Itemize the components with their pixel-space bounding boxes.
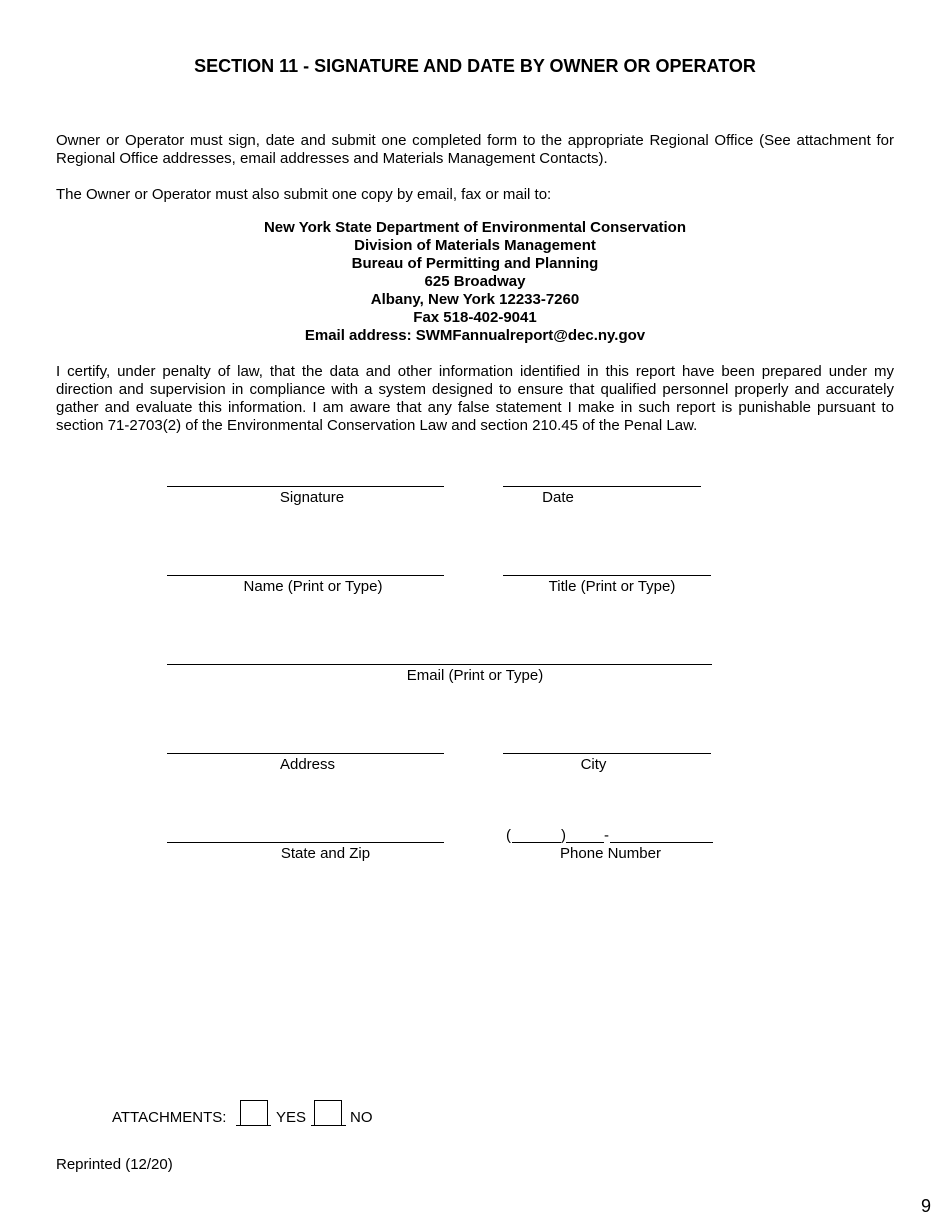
- city-line[interactable]: [503, 753, 711, 754]
- attachments-no-underline: [311, 1125, 346, 1126]
- state-zip-line[interactable]: [167, 842, 444, 843]
- address-line: New York State Department of Environmental Conservation: [263, 219, 687, 236]
- phone-line-number-line: [610, 842, 713, 843]
- name-label: Name (Print or Type): [243, 578, 383, 595]
- title-label: Title (Print or Type): [548, 578, 676, 595]
- date-label: Date: [542, 489, 574, 506]
- attachments-no-label: NO: [350, 1109, 373, 1126]
- phone-open-paren: (: [506, 827, 511, 844]
- copy-instruction: The Owner or Operator must also submit one copy by email, fax or mail to:: [56, 186, 552, 203]
- phone-number-field[interactable]: [506, 826, 713, 846]
- address-line: Fax 518-402-9041: [413, 309, 537, 326]
- page-number: 9: [921, 1196, 932, 1216]
- name-line[interactable]: [167, 575, 444, 576]
- address-line: Bureau of Permitting and Planning: [351, 255, 599, 272]
- phone-prefix-line: [566, 842, 604, 843]
- email-label: Email (Print or Type): [406, 667, 544, 684]
- intro-paragraph: Owner or Operator must sign, date and submit one completed form to the appropriate Regional Office (See attachment for Regional Office addresses, email addresses and Materials Management Contacts).: [56, 132, 894, 167]
- phone-dash: -: [604, 827, 609, 844]
- attachments-yes-label: YES: [276, 1109, 307, 1126]
- signature-label: Signature: [279, 489, 345, 506]
- city-label: City: [580, 756, 607, 773]
- phone-area-code-line: [512, 842, 561, 843]
- date-line[interactable]: [503, 486, 701, 487]
- attachments-yes-checkbox[interactable]: [240, 1100, 268, 1126]
- phone-close-paren: ): [561, 827, 566, 844]
- certification-statement: I certify, under penalty of law, that the data and other information identified in this report have been prepared under my direction and supervision in compliance with a system designed to ensure that qualified personnel properly and accurately gather and evaluate this information. I am aware that any false statement I make in such report is punishable pursuant to section 71-2703(2) of the Environmental Conservation Law and section 210.45 of the Penal Law.: [56, 363, 894, 434]
- signature-line[interactable]: [167, 486, 444, 487]
- phone-number-label: Phone Number: [560, 845, 661, 862]
- state-zip-label: State and Zip: [280, 845, 371, 862]
- address-line-field[interactable]: [167, 753, 444, 754]
- address-line: 625 Broadway: [424, 273, 526, 290]
- address-block: [0, 219, 950, 345]
- attachments-label: ATTACHMENTS:: [112, 1109, 227, 1126]
- address-label: Address: [279, 756, 336, 773]
- address-line: Email address: SWMFannualreport@dec.ny.gov: [304, 327, 646, 344]
- attachments-yes-underline: [236, 1125, 271, 1126]
- attachments-no-checkbox[interactable]: [314, 1100, 342, 1126]
- email-line[interactable]: [167, 664, 712, 665]
- section-title: SECTION 11 - SIGNATURE AND DATE BY OWNER OR OPERATOR: [194, 56, 756, 76]
- address-line: Albany, New York 12233-7260: [370, 291, 580, 308]
- reprint-date: Reprinted (12/20): [56, 1156, 173, 1173]
- title-line[interactable]: [503, 575, 711, 576]
- address-line: Division of Materials Management: [354, 237, 596, 254]
